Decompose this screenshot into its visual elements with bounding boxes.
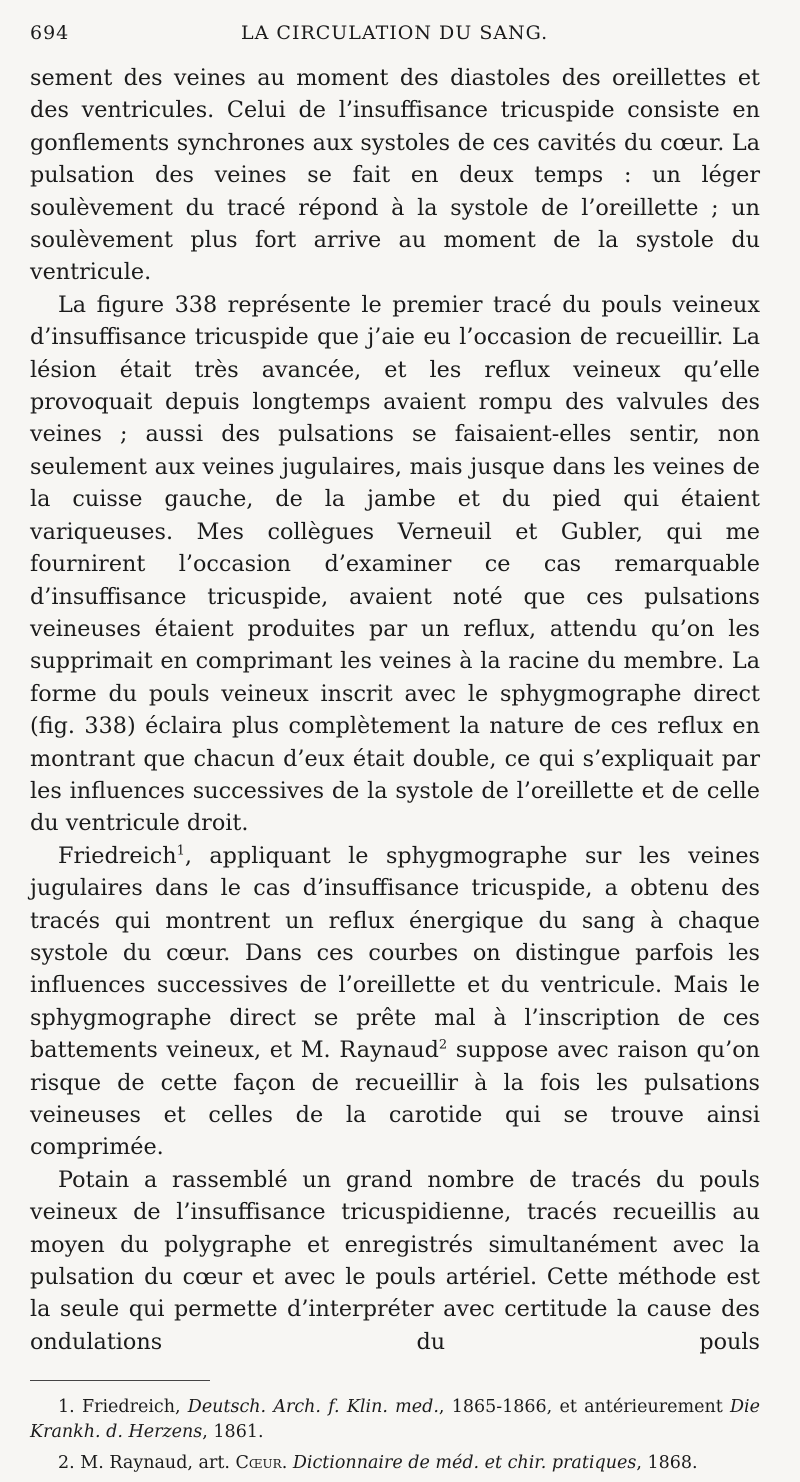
paragraph-3-text-b: suppose avec raison qu’on risque de cette façon de recueillir à la fois les pulsations veineuses et celles de la carotide qui se trouve ainsi comprimée. xyxy=(30,1037,760,1161)
footnotes xyxy=(30,1395,760,1476)
footnote-2-year: , 1868. xyxy=(636,1453,698,1474)
paragraph-3-text-a: , appliquant le sphygmographe sur les veines jugulaires dans le cas d’insuffisance tricuspide, a obtenu des tracés qui montrent un reflux énergique du sang à chaque systole du cœur. Dans ces courbes on distingue parfois les influences successives de l’oreillette et du ventricule. Mais le sphygmographe direct se prête mal à l’inscription de ces battements veineux, et M. Raynaud xyxy=(30,842,760,1064)
footnote-2-art: , art. xyxy=(187,1453,236,1474)
running-header xyxy=(30,22,760,62)
footnote-ref-2[interactable]: 2 xyxy=(438,1037,448,1053)
footnote-1-year2: , 1861. xyxy=(202,1422,264,1443)
footnote-2-entry: Cœur xyxy=(235,1453,282,1474)
footnote-1-years: , 1865-1866, et antérieurement xyxy=(438,1397,730,1418)
footnote-2-dictionary: Dictionnaire de méd. et chir. pratiques xyxy=(292,1453,637,1474)
footnote-1-number: 1. xyxy=(58,1397,75,1418)
body-text xyxy=(30,62,760,1358)
footnote-1-work2: Die Krankh. d. Herzens xyxy=(30,1397,760,1443)
paragraph-2: La figure 338 représente le premier tracé du pouls veineux d’insuffisance tricuspide que j’aie eu l’occasion de recueillir. La lésion était très avancée, et les reflux veineux qu’elle provoquait depuis longtemps avaient rompu des valvules des veines ; aussi des pulsations se faisaient-elles sentir, non seulement aux veines jugulaires, mais jusque dans les veines de la cuisse gauche, de la jambe et du pied qui étaient variqueuses. Mes collègues Verneuil et Gubler, qui me fournirent l’occasion d’examiner ce cas remarquable d’insuffisance tricuspide, avaient noté que ces pulsations veineuses étaient produites par un reflux, attendu qu’on les supprimait en comprimant les veines à la racine du membre. La forme du pouls veineux inscrit avec le sphygmographe direct (fig. 338) éclaira plus complètement la nature de ces reflux en montrant que chacun d’eux était double, ce qui s’expliquait par les influences successives de la systole de l’oreillette et de celle du ventricule droit. xyxy=(30,291,760,837)
paragraph-3 xyxy=(30,840,760,1164)
page-number: 694 xyxy=(30,22,70,44)
friedreich-name: Friedreich xyxy=(58,842,177,869)
footnote-1-author: Friedreich xyxy=(81,1397,175,1418)
footnote-2: 2. M. Raynaud, art. Cœur. Dictionnaire de méd. et chir. pratiques, 1868. xyxy=(58,1453,698,1474)
paragraph-1: sement des veines au moment des diastoles des oreillettes et des ventricules. Celui de l’insuffisance tricuspide consiste en gonflements synchrones aux systoles de ces cavités du cœur. La pulsation des veines se fait en deux temps : un léger soulèvement du tracé répond à la systole de l’oreillette ; un soulèvement plus fort arrive au moment de la systole du ventricule. xyxy=(30,65,760,286)
running-title: LA CIRCULATION DU SANG. xyxy=(241,22,549,44)
footnote-2-author: M. Raynaud xyxy=(80,1453,188,1474)
footnote-1: 1. Friedreich, Deutsch. Arch. f. Klin. med., 1865-1866, et antérieurement Die Krankh. d. Herzens, 1861. xyxy=(30,1397,760,1443)
paragraph-4: Potain a rassemblé un grand nombre de tracés du pouls veineux de l’insuffisance tricuspidienne, tracés recueillis au moyen du polygraphe et enregistrés simultanément avec la pulsation du cœur et avec le pouls artériel. Cette méthode est la seule qui permette d’interpréter avec certitude la cause des ondulations du pouls xyxy=(30,1166,760,1355)
page xyxy=(30,22,760,1482)
footnote-ref-1[interactable]: 1 xyxy=(176,843,185,859)
footnote-2-number: 2. xyxy=(58,1453,75,1474)
footnote-1-work: Deutsch. Arch. f. Klin. med. xyxy=(187,1397,439,1418)
